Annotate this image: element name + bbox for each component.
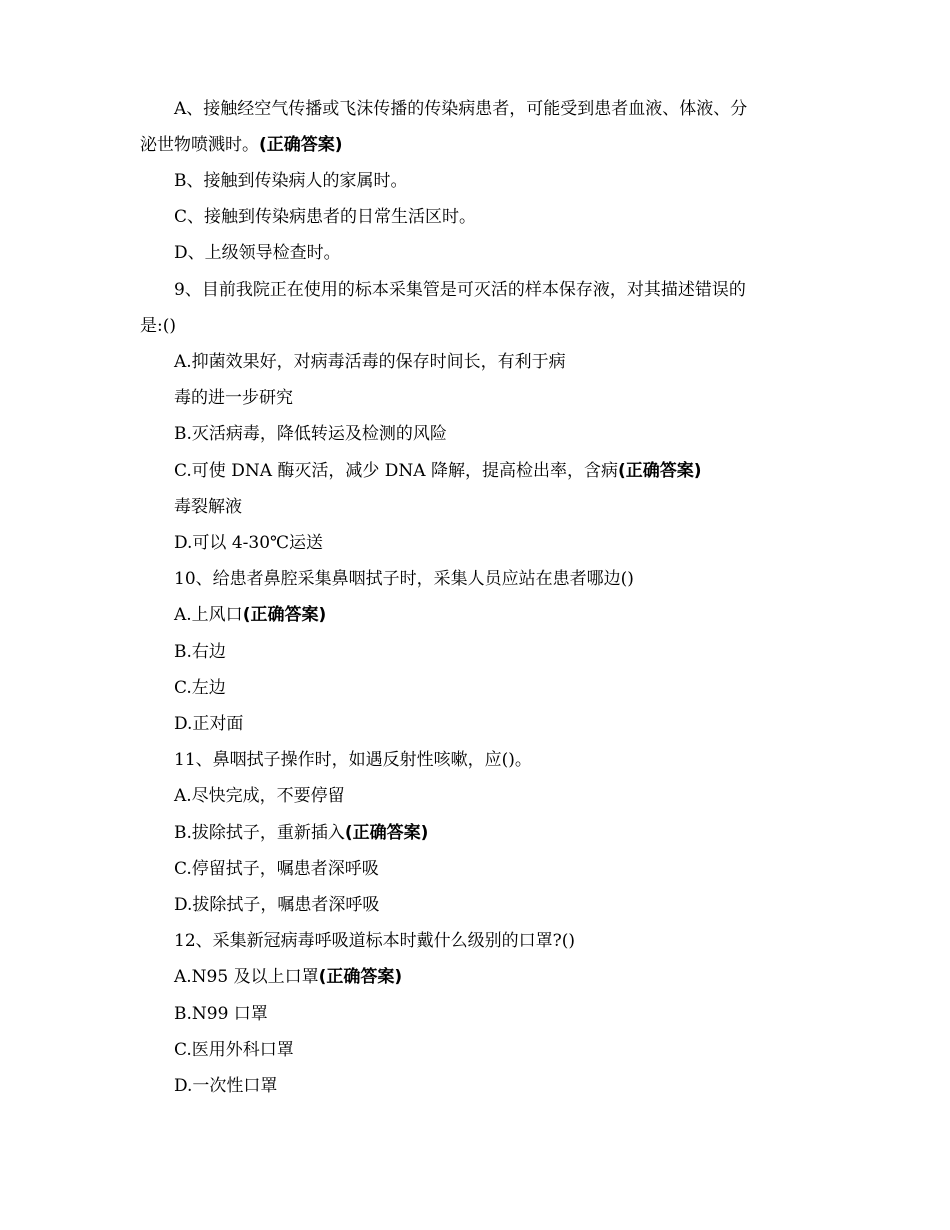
answer-mark: (正确答案): [344, 823, 429, 843]
option-line: C.左边: [174, 678, 226, 698]
answer-mark: (正确答案): [242, 605, 327, 625]
text-line: D、上级领导检查时。: [174, 243, 341, 263]
option-line: C.医用外科口罩: [174, 1040, 294, 1060]
option-line: A.N95 及以上口罩(正确答案): [174, 967, 403, 987]
option-line: A.上风口(正确答案): [174, 605, 327, 625]
question-line: 11、鼻咽拭子操作时，如遇反射性咳嗽，应()。: [174, 750, 532, 770]
text-line: B、接触到传染病人的家属时。: [174, 171, 408, 191]
option-line: B.右边: [174, 642, 226, 662]
question-line: 12、采集新冠病毒呼吸道标本时戴什么级别的口罩?(): [174, 931, 576, 951]
option-line: A.抑菌效果好，对病毒活毒的保存时间长，有利于病: [174, 352, 566, 372]
option-line: D.可以 4-30℃运送: [174, 533, 324, 553]
answer-mark: (正确答案): [318, 967, 403, 987]
option-line: C.停留拭子，嘱患者深呼吸: [174, 859, 379, 879]
option-line: B.拔除拭子，重新插入(正确答案): [174, 823, 429, 843]
text-line: 是:(): [140, 316, 176, 336]
text-line: C、接触到传染病患者的日常生活区时。: [174, 207, 477, 227]
text-line: A、接触经空气传播或飞沫传播的传染病患者，可能受到患者血液、体液、分: [174, 99, 748, 119]
text-line: 泌世物喷溅时。(正确答案): [140, 135, 343, 155]
answer-mark: (正确答案): [617, 461, 702, 481]
text-line: 毒裂解液: [174, 497, 242, 517]
answer-mark: (正确答案): [259, 135, 343, 155]
question-line: 10、给患者鼻腔采集鼻咽拭子时，采集人员应站在患者哪边(): [174, 569, 634, 589]
option-line: D.一次性口罩: [174, 1076, 278, 1096]
option-line: A.尽快完成，不要停留: [174, 786, 345, 806]
text-line: 毒的进一步研究: [174, 388, 293, 408]
option-line: B.N99 口罩: [174, 1004, 268, 1024]
question-line: 9、目前我院正在使用的标本采集管是可灭活的样本保存液，对其描述错误的: [174, 280, 746, 300]
option-line: B.灭活病毒，降低转运及检测的风险: [174, 424, 447, 444]
option-line: D.正对面: [174, 714, 244, 734]
option-line: C.可使 DNA 酶灭活，减少 DNA 降解，提高检出率，含病(正确答案): [174, 461, 702, 481]
option-line: D.拔除拭子，嘱患者深呼吸: [174, 895, 380, 915]
